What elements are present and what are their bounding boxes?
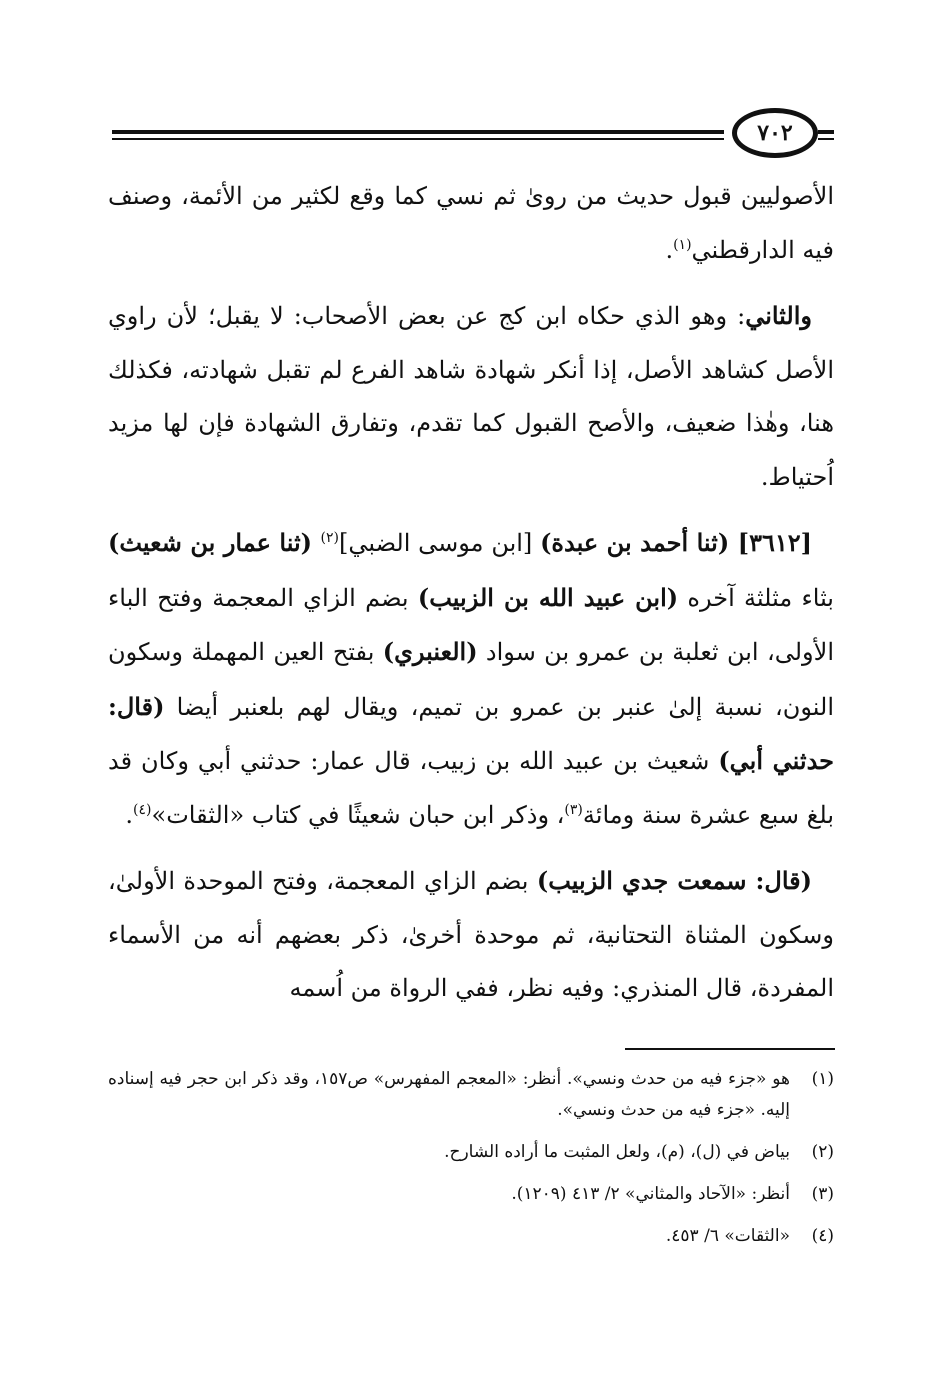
bold-text: (ثنا عمار بن شعيث)	[108, 528, 321, 557]
bold-text: (قال: حدثني أبي)	[108, 691, 835, 775]
text-run: بثاء مثلثة آخره	[678, 583, 834, 612]
footnote-text: بياض في (ل)، (م)، ولعل المثبت ما أراده الشارح.	[444, 1142, 790, 1162]
text-run: الأصوليين قبول حديث من روىٰ ثم نسي كما وقع لكثير من الأئمة، وصنف فيه الدارقطني	[108, 182, 834, 264]
footnote-number: (٢)	[811, 1142, 834, 1162]
footnote-text: أنظر: «الآحاد والمثاني» ٢/ ٤١٣ (١٢٠٩).	[511, 1184, 790, 1204]
text-run: بضم الزاي المعجمة، وفتح الموحدة الأولىٰ، وسكون المثناة التحتانية، ثم موحدة أخرىٰ، ذكر بعضهم أنه من الأسماء المفردة، قال المنذري: وفيه نظر، ففي الرواة من اُسمه	[108, 867, 834, 1002]
bold-text: (قال: سمعت جدي الزبيب)	[536, 866, 812, 895]
paragraph	[108, 289, 834, 504]
footnotes	[108, 1064, 834, 1263]
bold-text: (العنبري)	[382, 637, 478, 666]
footnote	[108, 1137, 834, 1168]
header-rule-stub	[818, 130, 834, 134]
text-run: شعيث بن عبيد الله بن زبيب، قال عمار: حدثني أبي وكان قد بلغ سبع عشرة سنة ومائة	[108, 747, 834, 829]
footnote-ref: (٤)	[133, 801, 152, 818]
footnote-ref: (٣)	[564, 801, 583, 818]
page-header	[112, 108, 834, 158]
page-number: ٧٠٢	[732, 108, 818, 158]
text-run: .	[125, 800, 134, 829]
footnote-text: «الثقات» ٦/ ٤٥٣.	[665, 1226, 790, 1246]
footnote-text: هو «جزء فيه من حدث ونسي». أنظر: «المعجم المفهرس» ص١٥٧، وقد ذكر ابن حجر فيه إسناده إليه. «جزء فيه من حدث ونسي».	[108, 1069, 790, 1120]
footnote	[108, 1179, 834, 1210]
footnote-ref: (١)	[673, 236, 692, 253]
paragraph	[108, 170, 834, 277]
header-rule-thick	[112, 130, 724, 134]
main-text	[108, 170, 834, 1016]
header-rule-stub	[818, 138, 834, 140]
footnote-separator	[625, 1048, 835, 1050]
footnote-number: (١)	[811, 1069, 834, 1089]
text-run: : وهو الذي حكاه ابن كج عن بعض الأصحاب: لا يقبل؛ لأن راوي الأصل كشاهد الأصل، إذا أنكر شهادة شاهد الفرع لم تقبل شهادته، فكذلك هنا، وهٰذا ضعيف، والأصح القبول كما تقدم، وتفارق الشهادة فإن لها مزيد اُحتياط.	[108, 302, 834, 491]
text-run: بضم الزاي المعجمة وفتح الباء الأولى، ابن ثعلبة بن عمرو بن سواد	[108, 583, 834, 666]
bold-text: (ابن عبيد الله بن الزبيب)	[417, 582, 679, 612]
paragraph	[108, 516, 834, 842]
text-run: بفتح العين المهملة وسكون النون، نسبة إلىٰ عنبر بن عمرو بن تميم، ويقال لهم بلعنبر أيضا	[108, 638, 834, 721]
footnote-number: (٤)	[811, 1226, 834, 1246]
text-run: [ابن موسى الضبي]	[338, 529, 541, 557]
text-run: .	[665, 235, 674, 264]
footnote	[108, 1221, 834, 1252]
header-rule-thin	[112, 138, 724, 140]
footnote	[108, 1064, 834, 1126]
text-run: ، وذكر ابن حبان شعيثًا في كتاب «الثقات»	[151, 800, 565, 829]
footnote-ref: (٢)	[320, 530, 339, 546]
bold-text: [٣٦١٢] (ثنا أحمد بن عبدة)	[540, 528, 812, 557]
footnote-number: (٣)	[811, 1184, 834, 1204]
paragraph	[108, 854, 834, 1016]
bold-text: والثاني	[745, 301, 812, 330]
